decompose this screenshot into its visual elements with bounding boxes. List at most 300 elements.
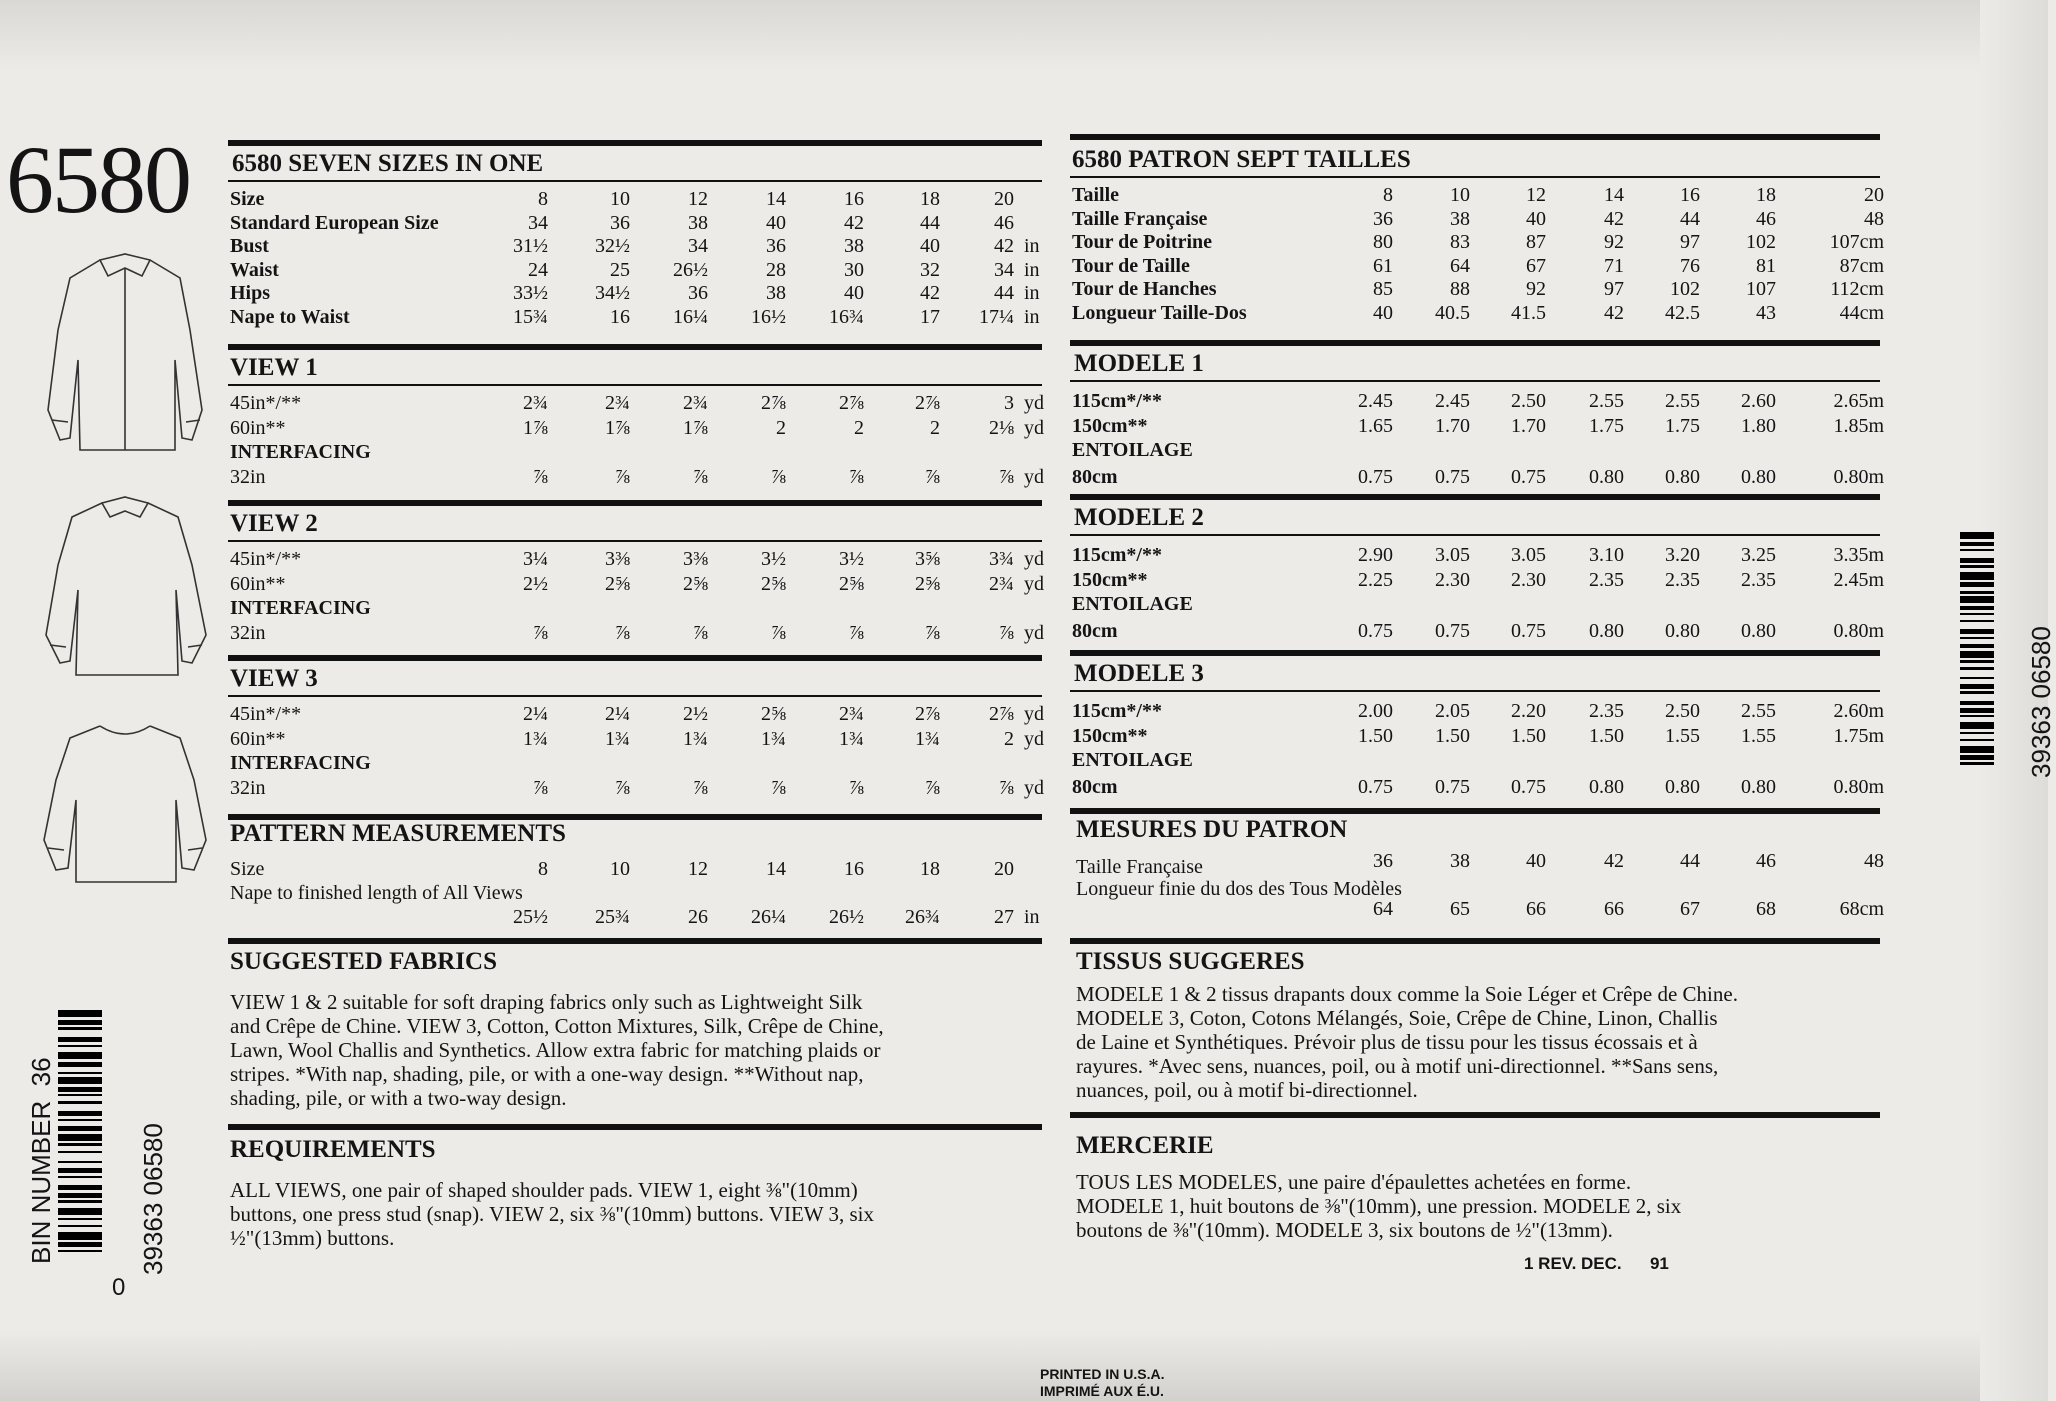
- cell-value: 88: [1450, 278, 1470, 300]
- barcode-right-digits: 39363 06580: [2026, 626, 2056, 778]
- cell-value: 0.80: [1665, 465, 1700, 488]
- cell-value: ⅞: [693, 621, 708, 644]
- cell-value: 0.80: [1741, 465, 1776, 488]
- row-label: Tour de Taille: [1072, 254, 1190, 277]
- row-label: INTERFACING: [230, 441, 371, 463]
- cell-value: 40: [844, 282, 864, 304]
- cell-value: 0.75: [1435, 465, 1470, 488]
- cell-value: 32½: [595, 235, 630, 257]
- cell-value: 92: [1604, 231, 1624, 253]
- paragraph-line: MODELE 3, Coton, Cotons Mélangés, Soie, Crêpe de Chine, Linon, Challis: [1076, 1006, 1718, 1030]
- cell-value: ⅞: [615, 621, 630, 644]
- view2-sketch: [30, 495, 220, 685]
- unit-label: yd: [1024, 621, 1044, 644]
- cell-value: ⅞: [849, 621, 864, 644]
- row-label: Hips: [230, 282, 271, 304]
- cell-value: 87cm: [1839, 254, 1884, 277]
- cell-value: 2.35: [1665, 568, 1700, 591]
- pm-size-value: 14: [766, 858, 786, 880]
- model-title: MODELE 2: [1074, 504, 1204, 531]
- cell-value: 2.55: [1741, 700, 1776, 722]
- model-title-underline: [1070, 534, 1880, 536]
- cell-value: 2⅛: [989, 416, 1014, 439]
- cell-value: 40: [920, 235, 940, 257]
- english-title: 6580 SEVEN SIZES IN ONE: [232, 150, 544, 177]
- cell-value: ⅞: [771, 621, 786, 644]
- view-title-underline: [228, 384, 1042, 386]
- cell-value: 24: [528, 258, 548, 281]
- cell-value: 2.20: [1511, 700, 1546, 722]
- cell-value: 83: [1450, 231, 1470, 253]
- cell-value: 107cm: [1829, 231, 1884, 253]
- row-label: 115cm*/**: [1072, 700, 1162, 722]
- cell-value: 0.80: [1665, 775, 1700, 798]
- unit-label: yd: [1024, 727, 1044, 750]
- pm-length-value: 66: [1526, 898, 1546, 920]
- cell-value: 8: [538, 188, 548, 210]
- fr-pm-length-label: Longueur finie du dos des Tous Modèles: [1076, 878, 1402, 900]
- pm-length-value: 26¾: [905, 906, 940, 928]
- cell-value: 18: [920, 188, 940, 210]
- cell-value: 2⅝: [683, 572, 708, 595]
- view-rule: [228, 500, 1042, 506]
- pm-size-value: 16: [844, 858, 864, 880]
- cell-value: 16: [1680, 184, 1700, 206]
- pm-length-value: 26¼: [751, 906, 786, 928]
- cell-value: ⅞: [925, 776, 940, 799]
- cell-value: 1.55: [1665, 724, 1700, 747]
- cell-value: 2.30: [1511, 568, 1546, 591]
- english-title-underline: [228, 180, 1042, 182]
- cell-value: 2.35: [1589, 700, 1624, 722]
- cell-value: 16: [610, 305, 630, 328]
- cell-value: 16½: [751, 305, 786, 328]
- mercerie-title: MERCERIE: [1076, 1132, 1214, 1159]
- paragraph-line: VIEW 1 & 2 suitable for soft draping fabrics only such as Lightweight Silk: [230, 990, 863, 1014]
- pm-length-label: Nape to finished length of All Views: [230, 882, 523, 904]
- cell-value: 2⅝: [839, 572, 864, 595]
- view-rule: [228, 655, 1042, 661]
- cell-value: 2⅞: [761, 392, 786, 414]
- cell-value: 2¾: [683, 392, 708, 414]
- cell-value: 1⅞: [683, 416, 708, 439]
- cell-value: 44: [994, 282, 1014, 304]
- cell-value: 30: [844, 258, 864, 281]
- row-label: Size: [230, 188, 265, 210]
- french-title: 6580 PATRON SEPT TAILLES: [1072, 146, 1411, 173]
- row-label: Tour de Poitrine: [1072, 231, 1213, 253]
- row-label: INTERFACING: [230, 597, 371, 619]
- cell-value: 1¾: [523, 727, 548, 750]
- cell-value: 44: [920, 211, 940, 234]
- barcode-bar: [58, 1077, 102, 1084]
- cell-value: 38: [1450, 207, 1470, 230]
- barcode-bar: [1960, 551, 1994, 558]
- pm-size-value: 18: [920, 858, 940, 880]
- cell-value: 1.65: [1358, 414, 1393, 437]
- barcode-bar: [58, 1010, 102, 1017]
- cell-value: 3½: [761, 548, 786, 570]
- cell-value: 3⅜: [605, 548, 630, 570]
- cell-value: 43: [1756, 301, 1776, 324]
- cell-value: 0.80m: [1833, 465, 1884, 488]
- cell-value: 2.55: [1665, 390, 1700, 412]
- cell-value: 112cm: [1830, 278, 1884, 300]
- cell-value: 3.20: [1665, 544, 1700, 566]
- cell-value: 1¾: [605, 727, 630, 750]
- model-title-underline: [1070, 690, 1880, 692]
- view-title-underline: [228, 540, 1042, 542]
- cell-value: 3½: [839, 548, 864, 570]
- cell-value: 2¾: [523, 392, 548, 414]
- pm-size-value: 48: [1864, 850, 1884, 872]
- cell-value: ⅞: [693, 776, 708, 799]
- cell-value: ⅞: [771, 465, 786, 488]
- row-label: Standard European Size: [230, 211, 439, 234]
- barcode-bar: [58, 1252, 102, 1259]
- cell-value: 34: [688, 235, 708, 257]
- cell-value: 2: [1004, 727, 1014, 750]
- pattern-number: 6580: [6, 126, 190, 233]
- cell-value: 42: [920, 282, 940, 304]
- cell-value: ⅞: [693, 465, 708, 488]
- row-label: 150cm**: [1072, 414, 1148, 437]
- cell-value: 92: [1526, 278, 1546, 300]
- cell-value: 42: [1604, 301, 1624, 324]
- cell-value: 0.75: [1358, 775, 1393, 798]
- view-rule: [228, 344, 1042, 350]
- cell-value: 0.80: [1589, 775, 1624, 798]
- row-label: ENTOILAGE: [1072, 439, 1193, 461]
- barcode-lead-digit: 0: [112, 1274, 126, 1301]
- cell-value: 2.65m: [1833, 390, 1884, 412]
- cell-value: ⅞: [925, 621, 940, 644]
- mercerie-text: [1076, 1170, 1886, 1242]
- tissus-rule: [1070, 938, 1880, 944]
- barcode-bar: [58, 1178, 102, 1185]
- cell-value: 2⅞: [839, 392, 864, 414]
- cell-value: 40: [1526, 207, 1546, 230]
- cell-value: 1.80: [1741, 414, 1776, 437]
- cell-value: 40: [766, 211, 786, 234]
- cell-value: 1¾: [839, 727, 864, 750]
- cell-value: 0.75: [1435, 775, 1470, 798]
- cell-value: 2¾: [839, 703, 864, 725]
- cell-value: 2.00: [1358, 700, 1393, 722]
- cell-value: 1¾: [761, 727, 786, 750]
- barcode-bar: [1960, 622, 1994, 629]
- unit-label: in: [1024, 258, 1040, 281]
- cell-value: 102: [1670, 278, 1700, 300]
- barcode-bar: [58, 1030, 102, 1037]
- cell-value: 2: [854, 416, 864, 439]
- view1-sketch: [30, 250, 220, 465]
- cell-value: 3: [1004, 392, 1014, 414]
- row-label: Taille: [1072, 184, 1120, 206]
- paragraph-line: shading, pile, or with a two-way design.: [230, 1086, 567, 1110]
- pm-size-value: 36: [1373, 850, 1393, 872]
- cell-value: 64: [1450, 254, 1470, 277]
- cell-value: 26½: [673, 258, 708, 281]
- cell-value: 20: [994, 188, 1014, 210]
- cell-value: 1.50: [1511, 724, 1546, 747]
- cell-value: 1.70: [1435, 414, 1470, 437]
- row-label: Tour de Hanches: [1072, 278, 1217, 300]
- french-title-underline: [1070, 176, 1880, 178]
- row-label: ENTOILAGE: [1072, 749, 1193, 771]
- row-label: ENTOILAGE: [1072, 593, 1193, 615]
- pm-unit: in: [1024, 906, 1040, 928]
- row-label: INTERFACING: [230, 752, 371, 774]
- row-label: 80cm: [1072, 775, 1118, 798]
- mercerie-rule: [1070, 1112, 1880, 1118]
- tissus-text: [1076, 982, 1886, 1102]
- cell-value: 2¾: [989, 572, 1014, 595]
- row-label: 45in*/**: [230, 703, 302, 725]
- printed-usa: PRINTED IN U.S.A.: [1040, 1366, 1165, 1382]
- cell-value: 102: [1746, 231, 1776, 253]
- cell-value: 0.80: [1741, 619, 1776, 642]
- model-title: MODELE 3: [1074, 660, 1204, 687]
- cell-value: 42.5: [1665, 301, 1700, 324]
- cell-value: 2.50: [1511, 390, 1546, 412]
- cell-value: 1.85m: [1833, 414, 1884, 437]
- cell-value: 38: [688, 211, 708, 234]
- cell-value: 3.25: [1741, 544, 1776, 566]
- cell-value: ⅞: [999, 776, 1014, 799]
- cell-value: 2.35: [1589, 568, 1624, 591]
- model-rule: [1070, 650, 1880, 656]
- barcode-bar: [1960, 694, 1994, 701]
- right-barcode: [1960, 532, 2056, 792]
- pm-size-value: 8: [538, 858, 548, 880]
- paragraph-line: MODELE 1 & 2 tissus drapants doux comme la Soie Léger et Crêpe de Chine.: [1076, 982, 1738, 1006]
- cell-value: 97: [1604, 278, 1624, 300]
- cell-value: 3¾: [989, 548, 1014, 570]
- cell-value: 2⅞: [915, 392, 940, 414]
- cell-value: 2¾: [605, 392, 630, 414]
- row-label: 115cm*/**: [1072, 544, 1162, 566]
- cell-value: 107: [1746, 278, 1776, 300]
- cell-value: ⅞: [533, 776, 548, 799]
- cell-value: 80: [1373, 231, 1393, 253]
- fabrics-rule: [228, 938, 1042, 944]
- view-title-underline: [228, 695, 1042, 697]
- unit-label: in: [1024, 282, 1040, 304]
- cell-value: 0.80: [1665, 619, 1700, 642]
- mesures-rule: [1070, 808, 1880, 814]
- cell-value: 46: [1756, 207, 1776, 230]
- cell-value: 17: [920, 305, 940, 328]
- row-label: 80cm: [1072, 619, 1118, 642]
- cell-value: 76: [1680, 254, 1700, 277]
- cell-value: 3¼: [523, 548, 548, 570]
- barcode-bar: [58, 1153, 102, 1160]
- cell-value: 32: [920, 258, 940, 281]
- paragraph-line: rayures. *Avec sens, nuances, poil, ou à motif uni-directionnel. **Sans sens,: [1076, 1054, 1719, 1078]
- pm-size-value: 20: [994, 858, 1014, 880]
- cell-value: 1⅞: [605, 416, 630, 439]
- model-title: MODELE 1: [1074, 350, 1204, 377]
- cell-value: 97: [1680, 231, 1700, 253]
- cell-value: 61: [1373, 254, 1393, 277]
- cell-value: 40: [1373, 301, 1393, 324]
- fr-pm-size-label: Taille Française: [1076, 856, 1203, 878]
- cell-value: 1.50: [1589, 724, 1624, 747]
- row-label: Taille Française: [1072, 207, 1208, 230]
- cell-value: 10: [1450, 184, 1470, 206]
- cell-value: 16¾: [829, 305, 864, 328]
- cell-value: 1¾: [683, 727, 708, 750]
- cell-value: 0.75: [1358, 619, 1393, 642]
- cell-value: ⅞: [533, 621, 548, 644]
- cell-value: 1.55: [1741, 724, 1776, 747]
- cell-value: 0.80m: [1833, 619, 1884, 642]
- cell-value: 17¼: [979, 305, 1014, 328]
- unit-label: yd: [1024, 776, 1044, 799]
- barcode-left-bars: [58, 1010, 102, 1260]
- cell-value: ⅞: [999, 621, 1014, 644]
- cell-value: 46: [994, 211, 1014, 234]
- requirements-rule: [228, 1124, 1042, 1130]
- row-label: 80cm: [1072, 465, 1118, 488]
- cell-value: 2⅞: [915, 703, 940, 725]
- row-label: Nape to Waist: [230, 305, 350, 328]
- cell-value: ⅞: [615, 776, 630, 799]
- view-title: VIEW 2: [230, 510, 318, 537]
- cell-value: 42: [994, 235, 1014, 257]
- pm-length-value: 67: [1680, 898, 1700, 920]
- cell-value: 2.55: [1589, 390, 1624, 412]
- cell-value: 14: [1604, 184, 1624, 206]
- cell-value: 1⅞: [523, 416, 548, 439]
- pm-length-value: 65: [1450, 898, 1470, 920]
- cell-value: 2.25: [1358, 568, 1393, 591]
- cell-value: 1¾: [915, 727, 940, 750]
- cell-value: 44cm: [1839, 301, 1884, 324]
- cell-value: 2.45: [1435, 390, 1470, 412]
- row-label: 32in: [230, 621, 266, 644]
- view-title: VIEW 1: [230, 354, 318, 381]
- cell-value: 33½: [513, 282, 548, 304]
- barcode-bar: [1960, 572, 1994, 579]
- pm-size-value: 12: [688, 858, 708, 880]
- cell-value: 38: [844, 235, 864, 257]
- cell-value: 2⅝: [605, 572, 630, 595]
- cell-value: 40.5: [1435, 301, 1470, 324]
- cell-value: 1.75: [1665, 414, 1700, 437]
- cell-value: 2½: [683, 703, 708, 725]
- cell-value: 36: [1373, 207, 1393, 230]
- row-label: 45in*/**: [230, 392, 302, 414]
- unit-label: yd: [1024, 572, 1044, 595]
- view-title: VIEW 3: [230, 665, 318, 692]
- cell-value: 1.75: [1589, 414, 1624, 437]
- french-top-rule: [1070, 134, 1880, 140]
- cell-value: 2: [930, 416, 940, 439]
- cell-value: 3⅝: [915, 548, 940, 570]
- cell-value: 34: [528, 211, 548, 234]
- pm-size-value: 42: [1604, 850, 1624, 872]
- cell-value: ⅞: [849, 465, 864, 488]
- cell-value: 2.60m: [1833, 700, 1884, 722]
- cell-value: 0.80m: [1833, 775, 1884, 798]
- cell-value: 12: [688, 188, 708, 210]
- paragraph-line: TOUS LES MODELES, une paire d'épaulettes achetées en forme.: [1076, 1170, 1632, 1194]
- cell-value: 2.05: [1435, 700, 1470, 722]
- cell-value: 1.50: [1358, 724, 1393, 747]
- cell-value: 12: [1526, 184, 1546, 206]
- paragraph-line: stripes. *With nap, shading, pile, or with a one-way design. **Without nap,: [230, 1062, 864, 1086]
- cell-value: 2.30: [1435, 568, 1470, 591]
- cell-value: 0.80: [1589, 619, 1624, 642]
- cell-value: ⅞: [771, 776, 786, 799]
- cell-value: 0.75: [1358, 465, 1393, 488]
- cell-value: 0.75: [1511, 619, 1546, 642]
- cell-value: ⅞: [849, 776, 864, 799]
- pm-length-value: 25½: [513, 906, 548, 928]
- requirements-text: [230, 1178, 1040, 1250]
- cell-value: 2⅝: [761, 572, 786, 595]
- cell-value: 2.45: [1358, 390, 1393, 412]
- pm-size-value: 38: [1450, 850, 1470, 872]
- row-label: 150cm**: [1072, 568, 1148, 591]
- paper-shadow-top: [0, 0, 2048, 70]
- row-label: 115cm*/**: [1072, 390, 1162, 412]
- cell-value: ⅞: [533, 465, 548, 488]
- pm-size-value: 46: [1756, 850, 1776, 872]
- cell-value: 2.60: [1741, 390, 1776, 412]
- row-label: 60in**: [230, 416, 286, 439]
- barcode-bar: [1960, 651, 1994, 658]
- pm-length-value: 27: [994, 906, 1014, 928]
- barcode-bar: [1960, 670, 1994, 677]
- barcode-right-bars: [1960, 532, 1994, 772]
- barcode-bar: [1960, 722, 1994, 729]
- cell-value: 20: [1864, 184, 1884, 206]
- cell-value: 1.75m: [1833, 724, 1884, 747]
- paragraph-line: boutons de ⅜"(10mm). MODELE 3, six boutons de ½"(13mm).: [1076, 1218, 1613, 1242]
- cell-value: 0.75: [1511, 775, 1546, 798]
- cell-value: 41.5: [1511, 301, 1546, 324]
- paragraph-line: ½"(13mm) buttons.: [230, 1226, 395, 1250]
- cell-value: 14: [766, 188, 786, 210]
- cell-value: 85: [1373, 278, 1393, 300]
- cell-value: 16: [844, 188, 864, 210]
- paragraph-line: MODELE 1, huit boutons de ⅜"(10mm), une pression. MODELE 2, six: [1076, 1194, 1682, 1218]
- barcode-bar: [58, 1232, 102, 1239]
- model-title-underline: [1070, 380, 1880, 382]
- row-label: 60in**: [230, 572, 286, 595]
- row-label: Waist: [230, 258, 279, 281]
- cell-value: 10: [610, 188, 630, 210]
- barcode-bar: [58, 1208, 102, 1215]
- bin-number: BIN NUMBER 36: [26, 1057, 56, 1264]
- pm-length-value: 68cm: [1839, 898, 1884, 920]
- cell-value: 44: [1680, 207, 1700, 230]
- cell-value: 48: [1864, 207, 1884, 230]
- cell-value: 3.05: [1435, 544, 1470, 566]
- cell-value: 2.90: [1358, 544, 1393, 566]
- pm-size-label: Size: [230, 858, 265, 880]
- cell-value: 38: [766, 282, 786, 304]
- pm-length-value: 68: [1756, 898, 1776, 920]
- cell-value: 34: [994, 258, 1014, 281]
- cell-value: 0.75: [1435, 619, 1470, 642]
- row-label: 32in: [230, 776, 266, 799]
- cell-value: ⅞: [925, 465, 940, 488]
- model-rule: [1070, 340, 1880, 346]
